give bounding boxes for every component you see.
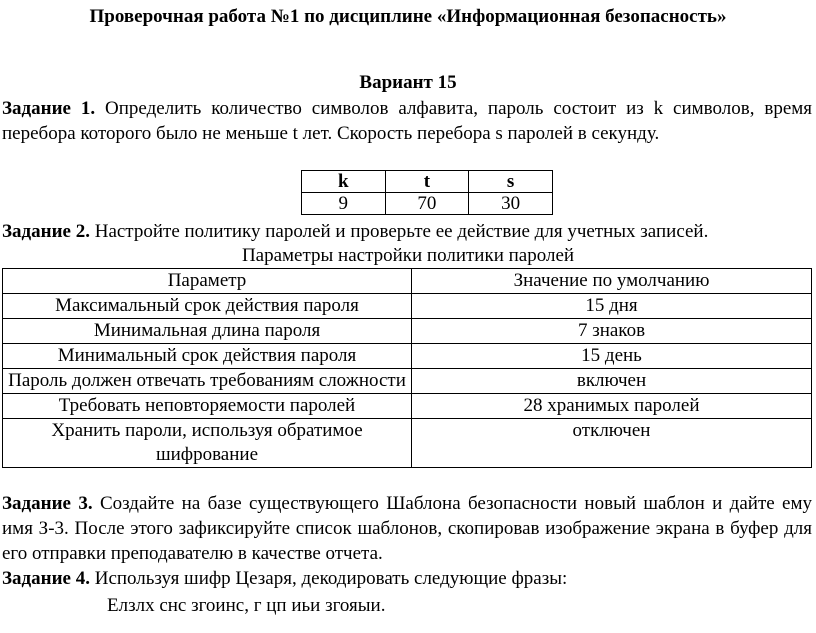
value-cell: 15 день	[412, 344, 812, 369]
task-1-label: Задание 1.	[2, 98, 96, 119]
parameters-table-kts	[301, 170, 553, 215]
header-cell-parameter: Параметр	[3, 269, 412, 294]
value-cell: включен	[412, 369, 812, 394]
table-row	[3, 369, 812, 394]
table-row	[3, 319, 812, 344]
task-3-label: Задание 3.	[2, 493, 93, 514]
parameter-cell: Максимальный срок действия пароля	[3, 294, 412, 319]
policy-table-caption: Параметры настройки политики паролей	[241, 245, 575, 266]
parameter-cell: Пароль должен отвечать требованиям сложности	[3, 369, 412, 394]
header-cell-default-value: Значение по умолчанию	[412, 269, 812, 294]
table-row	[3, 394, 812, 419]
table-row	[3, 344, 812, 369]
task-2-text: Настройте политику паролей и проверьте ее действие для учетных записей.	[89, 221, 709, 242]
value-cell: 15 дня	[412, 294, 812, 319]
table-row	[3, 294, 812, 319]
value-cell: 28 хранимых паролей	[412, 394, 812, 419]
parameter-cell: Требовать неповторяемости паролей	[3, 394, 412, 419]
value-cell-s: 30	[469, 193, 553, 215]
task-4-label: Задание 4.	[2, 568, 90, 589]
header-cell-t: t	[385, 171, 469, 193]
table-header-row	[302, 171, 553, 193]
parameter-cell: Минимальная длина пароля	[3, 319, 412, 344]
header-cell-s: s	[469, 171, 553, 193]
parameter-cell: Минимальный срок действия пароля	[3, 344, 412, 369]
table-header-row	[3, 269, 812, 294]
task-1	[2, 96, 812, 146]
task-3	[2, 491, 812, 566]
task-1-text: Определить количество символов алфавита, пароль состоит из k символов, время перебора которого было не меньше t лет. Скорость перебора s паролей в секунду.	[2, 98, 813, 144]
task-2-label: Задание 2.	[2, 221, 90, 242]
task-4-text: Используя шифр Цезаря, декодировать следующие фразы:	[89, 568, 568, 589]
value-cell-t: 70	[385, 193, 469, 215]
parameter-cell: Хранить пароли, используя обратимое шифрование	[3, 419, 412, 468]
value-cell-k: 9	[302, 193, 386, 215]
table-row	[302, 193, 553, 215]
task-2	[2, 219, 812, 244]
header-cell-k: k	[302, 171, 386, 193]
document-title: Проверочная работа №1 по дисциплине «Информационная безопасность»	[89, 6, 727, 27]
table-row	[3, 419, 812, 468]
password-policy-table	[2, 268, 812, 468]
cipher-phrase: Елзлх снс згоинс, г цп иьи згояыи.	[107, 595, 386, 616]
variant-heading: Вариант 15	[359, 72, 457, 93]
value-cell: отключен	[412, 419, 812, 468]
task-4	[2, 566, 812, 591]
value-cell: 7 знаков	[412, 319, 812, 344]
task-3-text: Создайте на базе существующего Шаблона безопасности новый шаблон и дайте ему имя З-3. После этого зафиксируйте список шаблонов, скопировав изображение экрана в буфер для его отправки преподавателю в качестве отчета.	[2, 493, 813, 564]
